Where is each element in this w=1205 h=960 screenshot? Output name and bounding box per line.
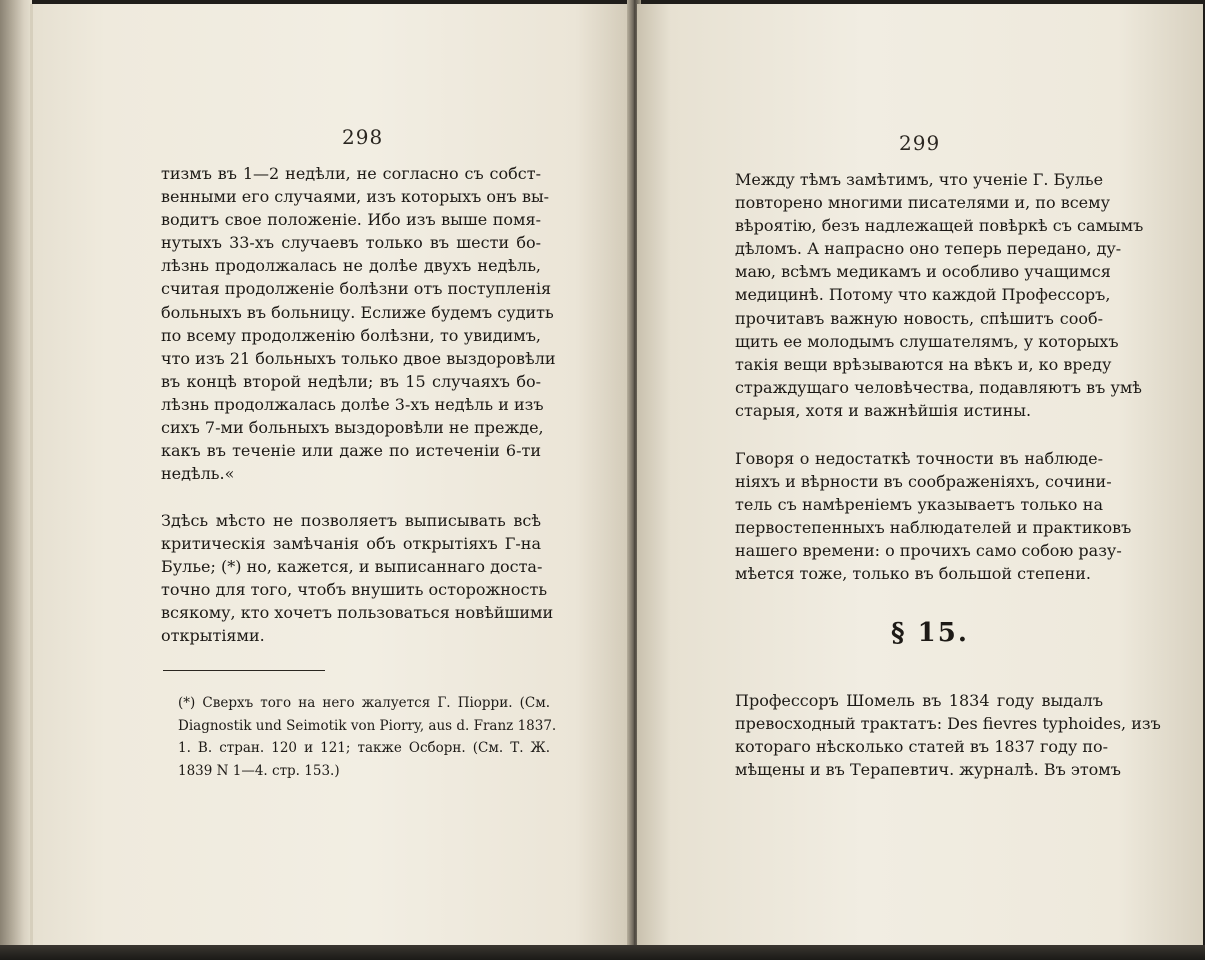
text-line: тель съ намѣреніемъ указываетъ только на [735, 495, 1103, 515]
left-paragraph-1 [161, 162, 556, 485]
page-number-left: 298 [342, 125, 384, 149]
text-line: дѣломъ. А напрасно оно теперь передано, ду- [735, 239, 1122, 259]
text-line: медицинѣ. Потому что каждой Профессоръ, [735, 285, 1111, 305]
right-paragraph-1 [735, 168, 1144, 422]
left-page [30, 4, 636, 954]
text-line: старыя, хотя и важнѣйшія истины. [735, 400, 1032, 420]
text-line: Здѣсь мѣсто не позволяетъ выписывать всѣ [161, 511, 541, 530]
text-line: мѣщены и въ Терапевтич. журналѣ. Въ этомъ [735, 760, 1121, 780]
text-line: какъ въ теченіе или даже по истеченіи 6-ти [161, 441, 541, 461]
left-page-edge [0, 0, 32, 960]
text-line: Говоря о недостаткѣ точности въ наблюде- [735, 449, 1103, 468]
left-paragraph-2 [161, 509, 554, 648]
text-line: такія вещи врѣзываются на вѣкъ и, ко вреду [735, 354, 1112, 374]
text-line: повторено многими писателями и, по всему [735, 193, 1110, 213]
text-line: маю, всѣмъ медикамъ и особливо учащимся [735, 262, 1111, 282]
footnote-line: Diagnostik und Seimotik von Piorry, aus d. Franz 1837. [178, 717, 557, 734]
right-paragraph-2 [735, 447, 1132, 586]
text-line: ніяхъ и вѣрности въ соображеніяхъ, сочини- [735, 472, 1112, 492]
text-line: всякому, кто хочетъ пользоваться новѣйшими [161, 603, 554, 623]
bottom-shadow [0, 945, 1205, 960]
text-line: страждущаго человѣчества, подавляютъ въ умѣ [735, 377, 1142, 397]
text-line: что изъ 21 больныхъ только двое выздоровѣли [161, 348, 556, 368]
text-line: Профессоръ Шомель въ 1834 году выдалъ [735, 691, 1103, 710]
text-line: первостепенныхъ наблюдателей и практиковъ [735, 518, 1132, 538]
text-line: больныхъ въ больницу. Еслиже будемъ судить [161, 302, 554, 322]
footnote [178, 692, 557, 782]
text-line: Между тѣмъ замѣтимъ, что ученіе Г. Булье [735, 170, 1104, 189]
footnote-line: (*) Сверхъ того на него жалуется Г. Піорри. (См. [178, 695, 550, 711]
page-number-right: 299 [899, 131, 941, 155]
text-line: нутыхъ 33-хъ случаевъ только въ шести бо- [161, 233, 541, 253]
footnote-line: 1839 N 1—4. стр. 153.) [178, 762, 340, 779]
text-line: точно для того, чтобъ внушить осторожность [161, 580, 548, 600]
text-line: вѣроятію, безъ надлежащей повѣркѣ съ самымъ [735, 216, 1144, 236]
text-line: мѣется тоже, только въ большой степени. [735, 564, 1091, 584]
text-line: лѣзнь продолжалась не долѣе двухъ недѣль, [161, 256, 541, 276]
text-line: критическія замѣчанія объ открытіяхъ Г-на [161, 534, 541, 554]
text-line: Булье; (*) но, кажется, и выписаннаго доста- [161, 557, 543, 577]
text-line: нашего времени: о прочихъ само собою разу- [735, 541, 1122, 561]
text-line: по всему продолженію болѣзни, то увидимъ, [161, 325, 541, 345]
footnote-line: 1. В. стран. 120 и 121; также Осборн. (См. Т. Ж. [178, 740, 550, 756]
text-line: превосходный трактатъ: Des fievres typhoides, изъ [735, 714, 1161, 734]
text-line: котораго нѣсколько статей въ 1837 году по- [735, 737, 1109, 757]
right-paragraph-3 [735, 689, 1161, 781]
text-line: лѣзнь продолжалась долѣе 3-хъ недѣль и изъ [161, 394, 544, 414]
text-line: сихъ 7-ми больныхъ выздоровѣли не прежде, [161, 418, 544, 438]
text-line: въ концѣ второй недѣли; въ 15 случаяхъ бо- [161, 371, 541, 391]
section-heading: § 15. [891, 618, 969, 648]
right-page [637, 4, 1203, 954]
text-line: прочитавъ важную новость, спѣшитъ сооб- [735, 308, 1103, 328]
text-line: тизмъ въ 1—2 недѣли, не согласно съ собст- [161, 164, 541, 183]
text-line: считая продолженіе болѣзни отъ поступленія [161, 279, 552, 299]
text-line: открытіями. [161, 626, 265, 646]
text-line: венными его случаями, изъ которыхъ онъ вы- [161, 187, 550, 207]
footnote-rule [163, 670, 325, 671]
text-line: щить ее молодымъ слушателямъ, у которыхъ [735, 331, 1119, 351]
text-line: водитъ свое положеніе. Ибо изъ выше помя- [161, 210, 541, 230]
text-line: недѣль.« [161, 464, 235, 484]
